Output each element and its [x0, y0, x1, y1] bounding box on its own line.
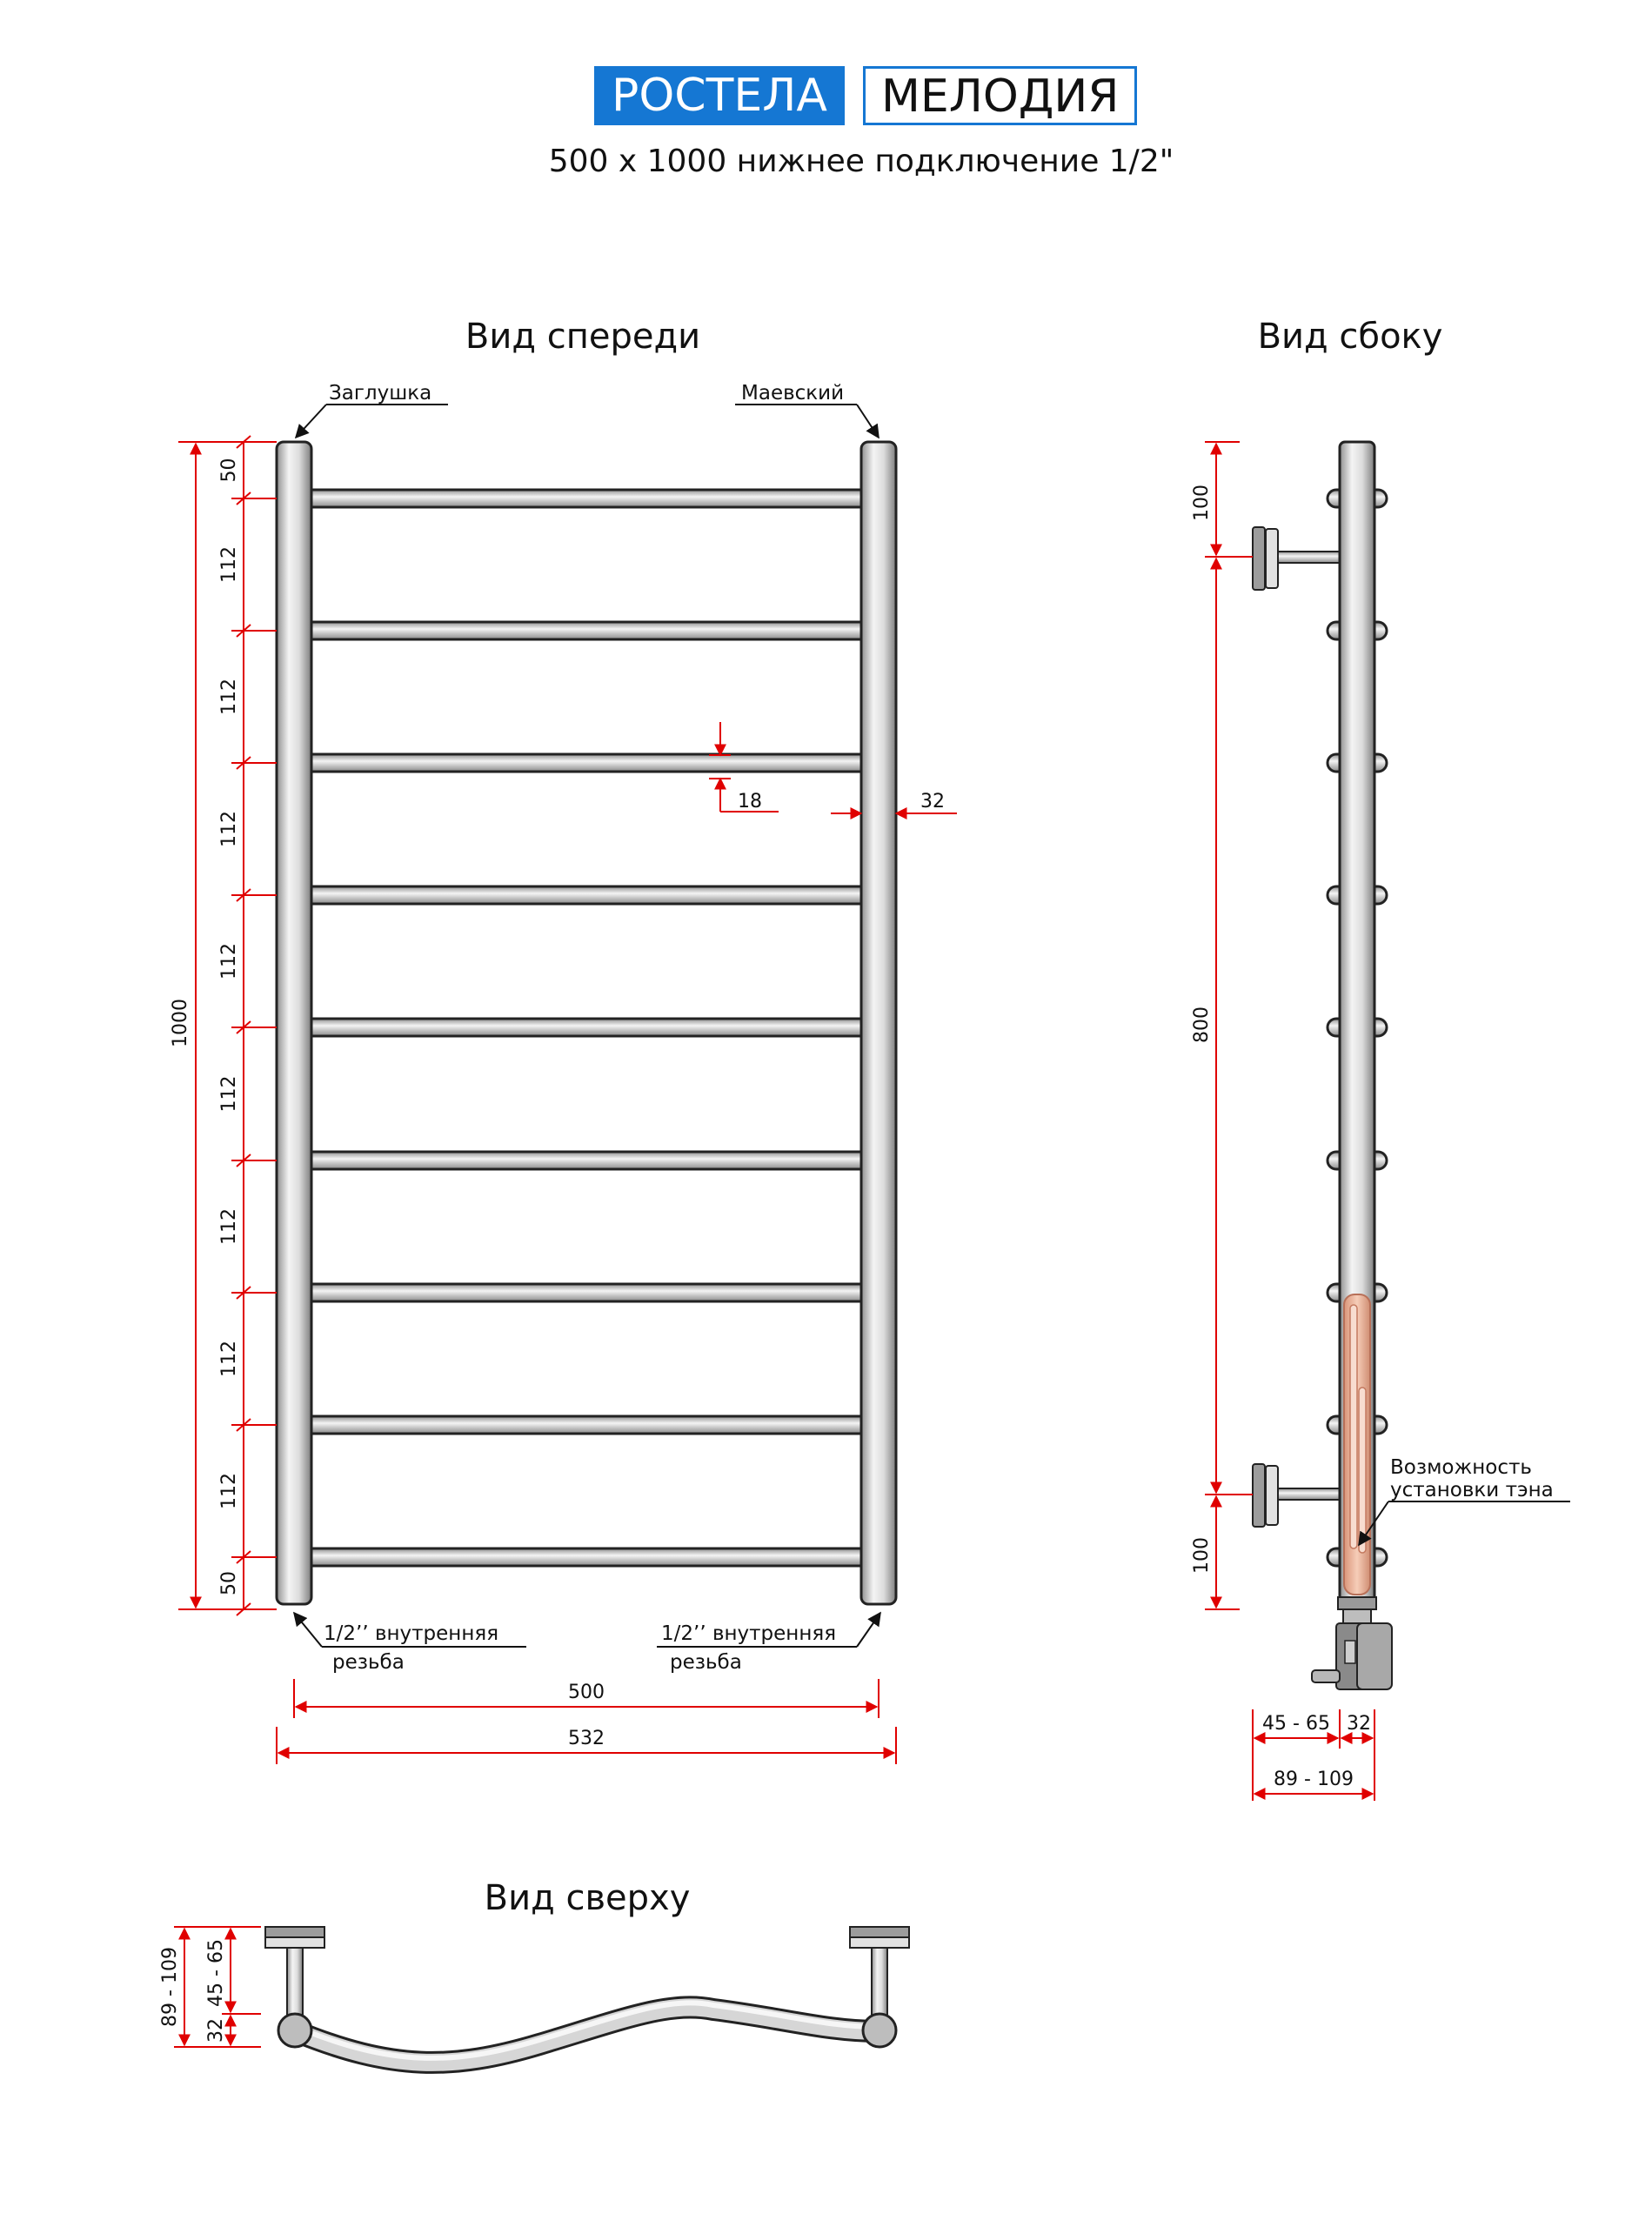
dim-width-inner-label: 500 [568, 1682, 605, 1703]
dim-segment-label: 112 [218, 1473, 240, 1509]
side-view-title: Вид сбоку [1257, 317, 1443, 357]
heater-connector [1312, 1597, 1392, 1689]
dim-segment-label: 112 [218, 811, 240, 847]
plug-callout [296, 382, 448, 438]
thread-callout-left [294, 1613, 526, 1674]
horizontal-bar [303, 622, 870, 639]
top-dim-tube-label: 32 [205, 2018, 227, 2043]
top-dim-offset-label: 45 - 65 [205, 1939, 227, 2007]
side-dim-bottom-label: 100 [1191, 1537, 1213, 1574]
thread-right-line1: 1/2’’ внутренняя [661, 1622, 837, 1645]
front-bars [303, 490, 870, 1566]
horizontal-bar [303, 1416, 870, 1434]
wall-bracket-top [1253, 527, 1341, 590]
dim-segment-label: 112 [218, 943, 240, 980]
dim-segment-label: 112 [218, 546, 240, 583]
product-subtitle: 500 x 1000 нижнее подключение 1/2" [548, 144, 1174, 179]
wall-bracket-bottom [1253, 1464, 1341, 1527]
horizontal-bar [303, 754, 870, 772]
dim-segment-label: 50 [218, 1571, 240, 1595]
valve-label: Маевский [741, 382, 845, 405]
thread-callout-right [657, 1613, 880, 1674]
dim-width-outer-label: 532 [568, 1728, 605, 1749]
side-dim-top-label: 100 [1191, 485, 1213, 521]
top-view-title: Вид сверху [484, 1878, 691, 1918]
left-post [277, 442, 311, 1604]
dim-segment-label: 112 [218, 1208, 240, 1245]
horizontal-bar [303, 1019, 870, 1036]
side-dim-depth-label: 89 - 109 [1274, 1769, 1354, 1790]
model-name: МЕЛОДИЯ [863, 66, 1137, 125]
thread-right-line2: резьба [670, 1651, 742, 1674]
heater-label-line2: установки тэна [1390, 1479, 1554, 1501]
dim-segments [218, 436, 277, 1615]
thread-left-line1: 1/2’’ внутренняя [324, 1622, 499, 1645]
dim-segment-label: 112 [218, 1341, 240, 1377]
side-dim-tube-label: 32 [1347, 1713, 1371, 1735]
horizontal-bar [303, 886, 870, 904]
right-post [861, 442, 896, 1604]
valve-callout [735, 382, 879, 438]
front-view-title: Вид спереди [465, 317, 701, 357]
side-dim-offset-label: 45 - 65 [1262, 1713, 1330, 1735]
horizontal-bar [303, 1152, 870, 1169]
dim-bar-label: 18 [738, 791, 762, 813]
side-view [1191, 317, 1570, 1801]
top-dim-depth-label: 89 - 109 [159, 1947, 181, 2027]
dim-segment-label: 112 [218, 1075, 240, 1113]
heater-callout [1359, 1456, 1570, 1545]
dim-segment-label: 50 [218, 458, 240, 483]
horizontal-bar [303, 1284, 870, 1301]
side-dim-middle-label: 800 [1191, 1006, 1213, 1043]
brand-name: РОСТЕЛА [594, 66, 845, 125]
dim-tube-label: 32 [920, 791, 945, 813]
heater-element [1344, 1294, 1370, 1595]
front-view [170, 317, 957, 1764]
top-view [159, 1878, 909, 2063]
plug-label: Заглушка [329, 382, 432, 405]
dim-total-height-label: 1000 [170, 999, 191, 1047]
dim-total-height [178, 442, 277, 1609]
dim-segment-label: 112 [218, 679, 240, 715]
horizontal-bar [303, 490, 870, 507]
horizontal-bar [303, 1548, 870, 1566]
thread-left-line2: резьба [332, 1651, 405, 1674]
heater-label-line1: Возможность [1390, 1456, 1532, 1479]
